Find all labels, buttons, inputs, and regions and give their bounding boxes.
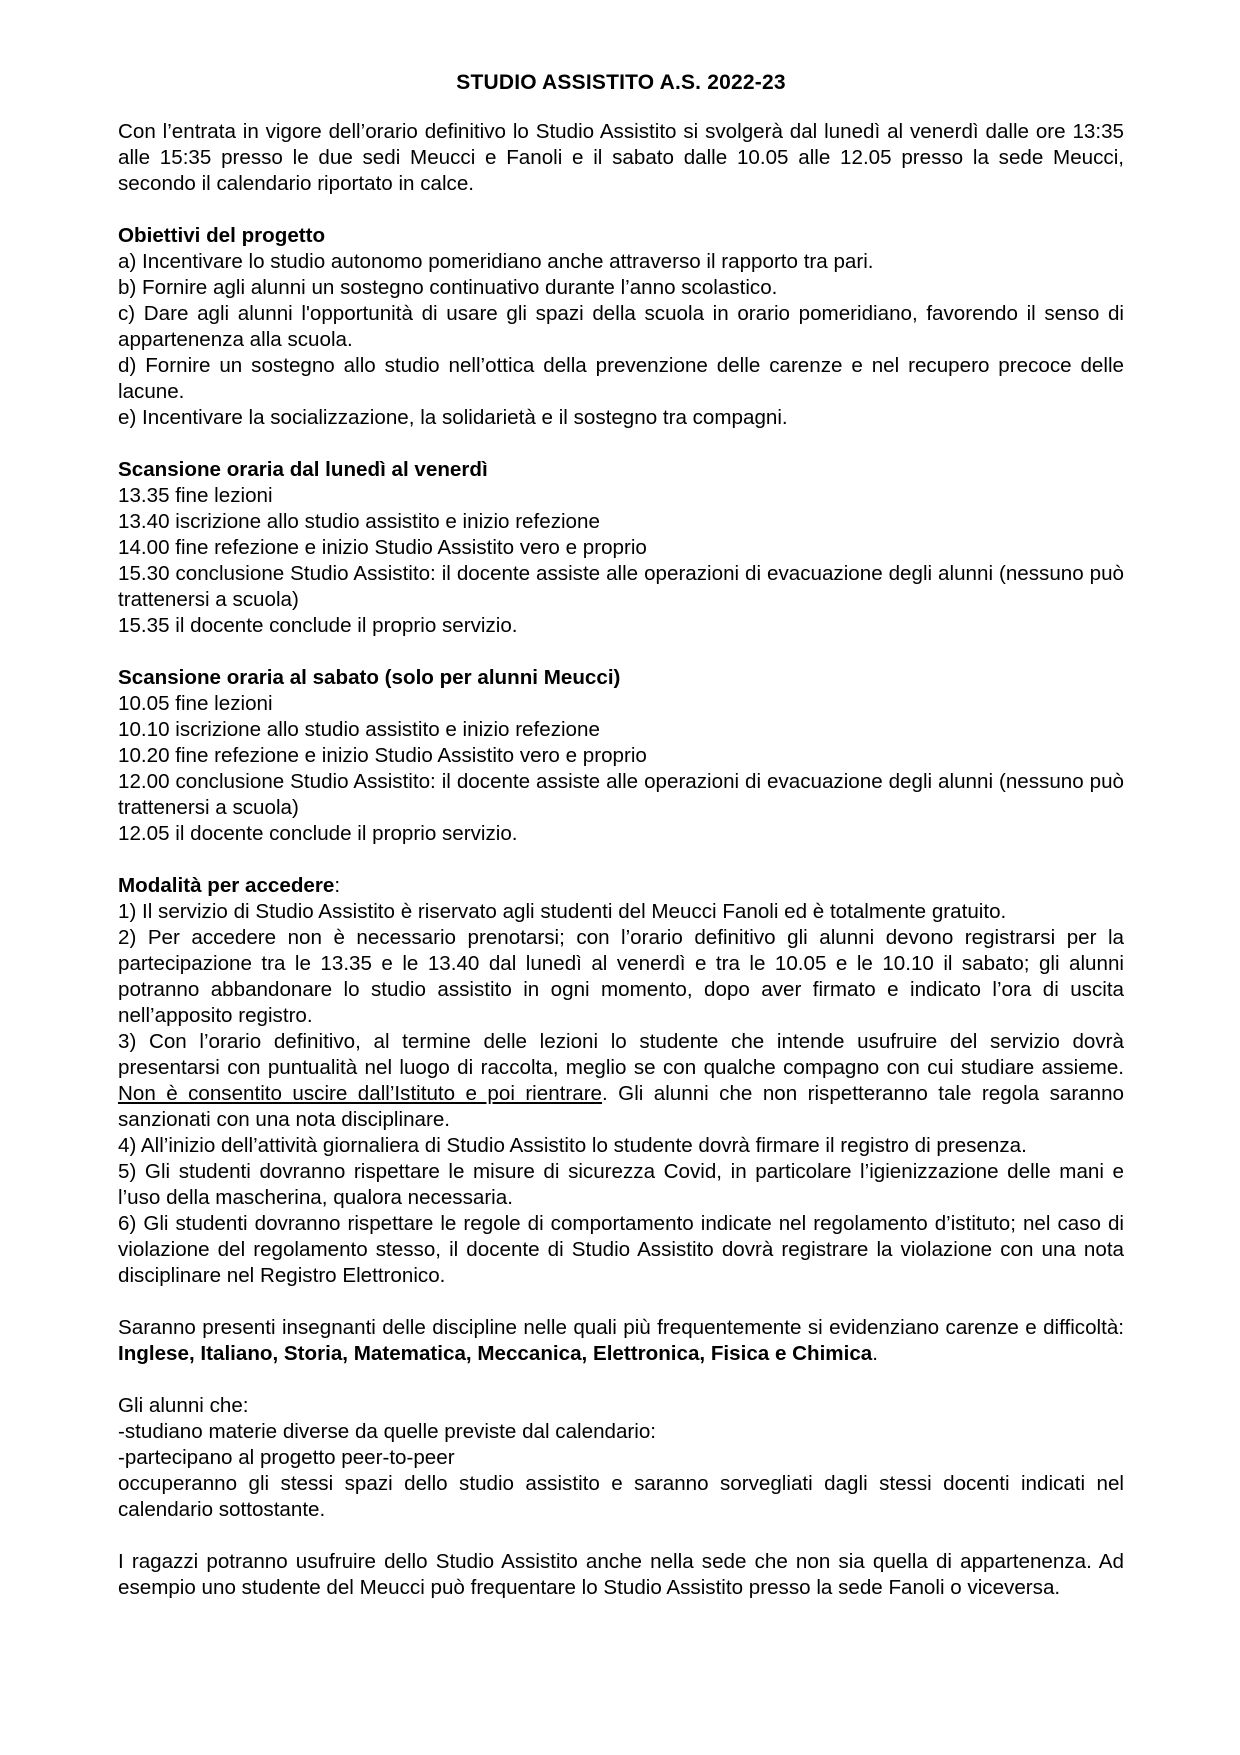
teachers-paragraph <box>118 1315 1124 1367</box>
saturday-schedule-heading: Scansione oraria al sabato (solo per alunni Meucci) <box>118 666 621 689</box>
objective-item: a) Incentivare lo studio autonomo pomeridiano anche attraverso il rapporto tra pari. <box>118 250 874 273</box>
underlined-rule: Non è consentito uscire dall’Istituto e poi rientrare <box>118 1082 603 1105</box>
teachers-end: . <box>872 1342 878 1365</box>
subjects-list: Inglese, Italiano, Storia, Matematica, Meccanica, Elettronica, Fisica e Chimica <box>118 1342 873 1365</box>
closing-paragraph: I ragazzi potranno usufruire dello Studio Assistito anche nella sede che non sia quella di appartenenza. Ad esempio uno studente del Meucci può frequentare lo Studio Assistito presso la sede Fanoli o viceversa. <box>118 1550 1124 1599</box>
schedule-item: 10.20 fine refezione e inizio Studio Assistito vero e proprio <box>118 744 647 767</box>
students-line: -studiano materie diverse da quelle previste dal calendario: <box>118 1420 657 1443</box>
intro-paragraph: Con l’entrata in vigore dell’orario definitivo lo Studio Assistito si svolgerà dal lunedì al venerdì dalle ore 13:35 alle 15:35 presso le due sedi Meucci e Fanoli e il sabato dalle 10.05 alle 12.05 presso la sede Meucci, secondo il calendario riportato in calce. <box>118 120 1124 195</box>
access-item <box>118 1029 1124 1133</box>
schedule-item: 12.00 conclusione Studio Assistito: il docente assiste alle operazioni di evacuazione degli alunni (nessuno può trattenersi a scuola) <box>118 770 1124 819</box>
schedule-item: 15.30 conclusione Studio Assistito: il docente assiste alle operazioni di evacuazione degli alunni (nessuno può trattenersi a scuola) <box>118 562 1124 611</box>
document-page <box>118 70 1124 1601</box>
schedule-item: 14.00 fine refezione e inizio Studio Assistito vero e proprio <box>118 536 647 559</box>
students-line: occuperanno gli stessi spazi dello studio assistito e saranno sorvegliati dagli stessi docenti indicati nel calendario sottostante. <box>118 1472 1124 1521</box>
access-item: 6) Gli studenti dovranno rispettare le regole di comportamento indicate nel regolamento d’istituto; nel caso di violazione del regolamento stesso, il docente di Studio Assistito dovrà registrare la violazione con una nota disciplinare nel Registro Elettronico. <box>118 1212 1124 1287</box>
objective-item: d) Fornire un sostegno allo studio nell’ottica della prevenzione delle carenze e nel recupero precoce delle lacune. <box>118 354 1124 403</box>
schedule-item: 10.05 fine lezioni <box>118 692 273 715</box>
objective-item: c) Dare agli alunni l'opportunità di usare gli spazi della scuola in orario pomeridiano, favorendo il senso di appartenenza alla scuola. <box>118 302 1124 351</box>
access-heading-colon: : <box>334 874 341 897</box>
access-item-text: . Gli alunni che non rispetteranno tale regola saranno sanzionati con una nota disciplinare. <box>118 1082 1124 1131</box>
teachers-text: Saranno presenti insegnanti delle discipline nelle quali più frequentemente si evidenziano carenze e difficoltà: <box>118 1316 1124 1339</box>
access-item: 1) Il servizio di Studio Assistito è riservato agli studenti del Meucci Fanoli ed è totalmente gratuito. <box>118 900 1007 923</box>
access-item: 4) All’inizio dell’attività giornaliera di Studio Assistito lo studente dovrà firmare il registro di presenza. <box>118 1134 1027 1157</box>
access-item-text: 3) Con l’orario definitivo, al termine delle lezioni lo studente che intende usufruire del servizio dovrà presentarsi con puntualità nel luogo di raccolta, meglio se con qualche compagno con cui studiare assieme. <box>118 1030 1124 1079</box>
schedule-item: 13.35 fine lezioni <box>118 484 273 507</box>
access-item: 2) Per accedere non è necessario prenotarsi; con l’orario definitivo gli alunni devono registrarsi per la partecipazione tra le 13.35 e le 13.40 dal lunedì al venerdì e tra le 10.05 e le 10.10 il sabato; gli alunni potranno abbandonare lo studio assistito in ogni momento, dopo aver firmato e indicato l’ora di uscita nell’apposito registro. <box>118 926 1124 1027</box>
access-heading: Modalità per accedere <box>118 874 335 897</box>
students-line: Gli alunni che: <box>118 1394 249 1417</box>
objectives-heading: Obiettivi del progetto <box>118 224 326 247</box>
weekday-schedule-heading: Scansione oraria dal lunedì al venerdì <box>118 458 488 481</box>
access-item: 5) Gli studenti dovranno rispettare le misure di sicurezza Covid, in particolare l’igienizzazione delle mani e l’uso della mascherina, qualora necessaria. <box>118 1160 1124 1209</box>
schedule-item: 15.35 il docente conclude il proprio servizio. <box>118 614 518 637</box>
schedule-item: 13.40 iscrizione allo studio assistito e inizio refezione <box>118 510 600 533</box>
schedule-item: 12.05 il docente conclude il proprio servizio. <box>118 822 518 845</box>
schedule-item: 10.10 iscrizione allo studio assistito e inizio refezione <box>118 718 600 741</box>
objective-item: b) Fornire agli alunni un sostegno continuativo durante l’anno scolastico. <box>118 276 778 299</box>
students-line: -partecipano al progetto peer-to-peer <box>118 1446 455 1469</box>
objective-item: e) Incentivare la socializzazione, la solidarietà e il sostegno tra compagni. <box>118 406 788 429</box>
access-heading-line <box>118 873 1124 899</box>
page-title: STUDIO ASSISTITO A.S. 2022-23 <box>456 71 786 94</box>
